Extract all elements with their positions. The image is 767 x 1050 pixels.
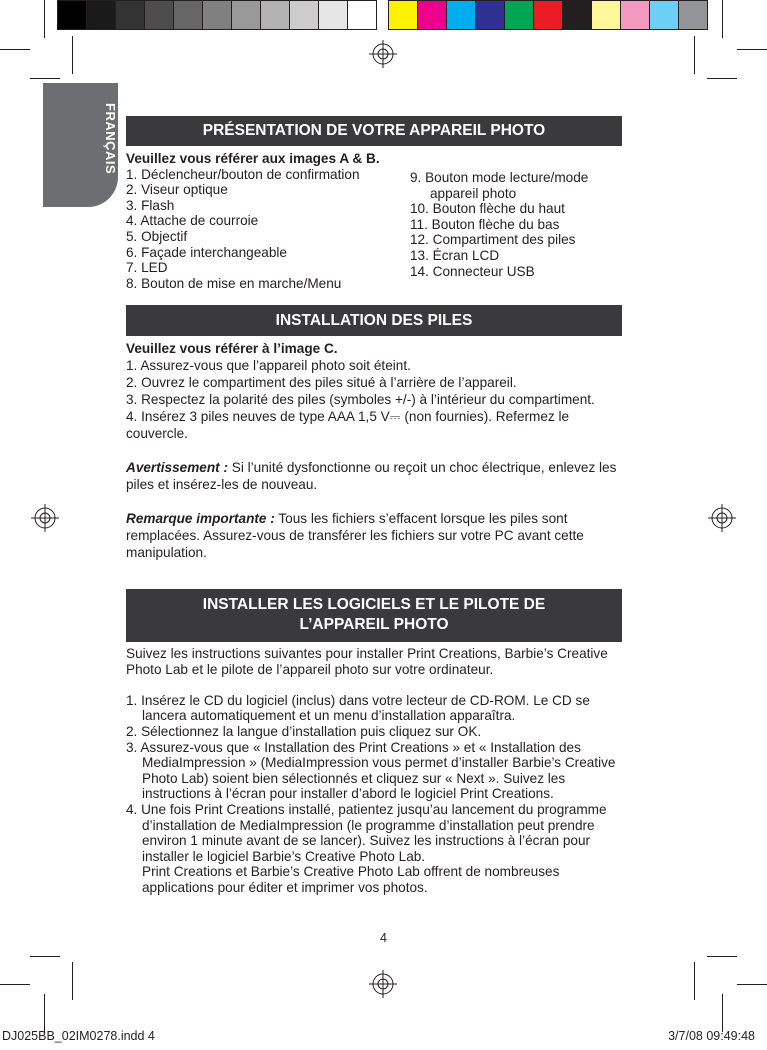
print-timestamp: 3/7/08 09:49:48 [668, 1029, 755, 1043]
list-item: 12. Compartiment des piles [410, 232, 576, 248]
warning-label: Avertissement : [126, 460, 228, 475]
color-swatch [475, 0, 505, 30]
section-header-camera-overview: PRÉSENTATION DE VOTRE APPAREIL PHOTO [126, 116, 622, 146]
color-swatch [115, 0, 145, 30]
list-item: 2. Sélectionnez la langue d’installation puis cliquez sur OK. [126, 723, 482, 739]
list-item: 9. Bouton mode lecture/mode [410, 170, 589, 185]
list-item: 3. Assurez-vous que « Installation des Print Creations » et « Installation des MediaImpression » (MediaImpression vous permet d’installer Barbie’s Creative Photo Lab) soient bien sélectionnés et cliquez sur « Next ». Suivez les instructions à l’écran pour installer d’abord le logiciel Print Creations. [126, 739, 616, 802]
color-swatch [504, 0, 534, 30]
list-item: 5. Objectif [126, 228, 188, 244]
list-item: 2. Ouvrez le compartiment des piles situé à l’arrière de l’appareil. [126, 375, 517, 390]
section-header-line: INSTALLER LES LOGICIELS ET LE PILOTE DE [202, 596, 546, 613]
color-swatch [347, 0, 377, 30]
list-item: 3. Respectez la polarité des piles (symboles +/-) à l’intérieur du compartiment. [126, 392, 595, 407]
parts-list-left [126, 151, 416, 291]
list-item: 10. Bouton flèche du haut [410, 201, 565, 217]
color-swatch [620, 0, 650, 30]
warning-text: Si l’unité dysfonctionne ou reçoit un choc électrique, enlevez les piles et insérez-les de nouveau. [126, 460, 617, 492]
color-swatch [417, 0, 447, 30]
color-swatch [388, 0, 418, 30]
color-swatch [318, 0, 348, 30]
section-header-software-install [126, 589, 622, 642]
list-item: 4. Une fois Print Creations installé, patientez jusqu’au lancement du programme d’installation de MediaImpression (le programme d’installation peut prendre environ 1 minute avant de se lancer). Suivez les instructions à l’écran pour installer le logiciel Barbie’s Creative Photo Lab. [126, 801, 607, 864]
color-swatch [591, 0, 621, 30]
registration-mark-icon [708, 504, 736, 532]
section-header-line: L’APPAREIL PHOTO [299, 616, 449, 633]
page-number: 4 [380, 931, 387, 945]
important-note-text: Tous les fichiers s’effacent lorsque les piles sont remplacées. Assurez-vous de transférer les fichiers sur votre PC avant cette manipulation. [126, 511, 584, 560]
color-swatch [289, 0, 319, 30]
software-instructions [126, 646, 622, 896]
registration-mark-icon [31, 504, 59, 532]
color-swatch [260, 0, 290, 30]
important-note-label: Remarque importante : [126, 511, 275, 526]
color-swatch [231, 0, 261, 30]
section-intro: Veuillez vous référer aux images A & B. [126, 151, 380, 166]
color-swatch [86, 0, 116, 30]
list-item: 7. LED [126, 260, 168, 276]
color-swatch [446, 0, 476, 30]
section-intro: Suivez les instructions suivantes pour installer Print Creations, Barbie’s Creative Photo Lab et le pilote de l’appareil photo sur votre ordinateur. [126, 646, 608, 677]
color-swatch [202, 0, 232, 30]
list-item: 1. Insérez le CD du logiciel (inclus) dans votre lecteur de CD-ROM. Le CD se lancera automatiquement et un menu d’installation apparaîtra. [126, 692, 590, 724]
list-item: 1. Assurez-vous que l’appareil photo soit éteint. [126, 358, 411, 373]
list-item: 13. Écran LCD [410, 247, 500, 263]
color-swatch [562, 0, 592, 30]
list-item-continuation: Print Creations et Barbie’s Creative Photo Lab offrent de nombreuses applications pour éditer et imprimer vos photos. [142, 864, 560, 895]
parts-list-right [410, 170, 630, 279]
list-item: 11. Bouton flèche du bas [410, 216, 560, 232]
list-item: 6. Façade interchangeable [126, 244, 287, 260]
battery-instructions [126, 340, 626, 561]
color-swatch [57, 0, 87, 30]
file-slug: DJ025BB_02IM0278.indd 4 [2, 1029, 155, 1043]
list-item: 8. Bouton de mise en marche/Menu [126, 275, 342, 291]
color-swatch [649, 0, 679, 30]
registration-mark-icon [369, 40, 397, 68]
list-item: 3. Flash [126, 197, 175, 213]
section-header-battery-installation: INSTALLATION DES PILES [126, 305, 622, 336]
language-tab-label: FRANÇAIS [103, 103, 118, 175]
color-swatch [533, 0, 563, 30]
list-item: 1. Déclencheur/bouton de confirmation [126, 166, 360, 182]
list-item: 2. Viseur optique [126, 182, 228, 198]
list-item: appareil photo [430, 185, 517, 201]
section-intro: Veuillez vous référer à l’image C. [126, 341, 338, 356]
registration-mark-icon [369, 970, 397, 998]
list-item: 4. Attache de courroie [126, 213, 259, 229]
color-swatch [678, 0, 708, 30]
list-item: 14. Connecteur USB [410, 263, 535, 279]
list-item: 4. Insérez 3 piles neuves de type AAA 1,5 V⎓ (non fournies). Refermez le couvercle. [126, 409, 570, 441]
color-swatch [173, 0, 203, 30]
color-swatch [144, 0, 174, 30]
